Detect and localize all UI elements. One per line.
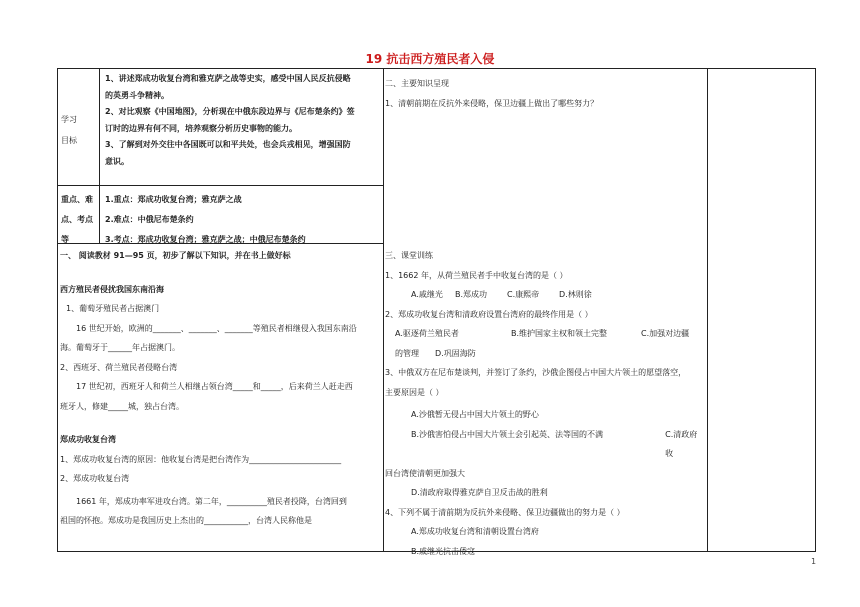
table-border-top (57, 68, 816, 69)
center-column-divider (383, 68, 384, 552)
reading-section: 一、 阅读教材 91—95 页，初步了解以下知识，并在书上做好标 西方殖民者侵扰我国东南沿海 1、葡萄牙殖民者占据澳门 16 世纪开始，欧洲的_______、_______、_______等殖民者相继侵入我国东南沿 海。葡萄牙于______年占据澳门。 2、西班牙、荷兰殖民者侵略台湾 17 世纪初，西班牙人和荷兰人相继占领台湾_____和_____，后来荷兰人赶走西 班牙人，修建_____城，独占台湾。 郑成功收复台湾 1、郑成功收复台湾的原因：他收复台湾是把台湾作为_______________________ 2、郑成功收复台湾 1661 年，郑成功率军进攻台湾。第二年，__________殖民者投降，台湾回到 祖国的怀抱。郑成功是我国历史上杰出的___________，台湾人民称他是 (60, 246, 382, 531)
worksheet-table (57, 68, 816, 556)
key-points-list: 1.重点：郑成功收复台湾；雅克萨之战 2.难点：中俄尼布楚条约 3.考点：郑成功收复台湾；雅克萨之战；中俄尼布楚条约 (105, 195, 306, 244)
label-column-divider (99, 68, 100, 243)
key-points-label: 重点、难 点、考点 等 (61, 195, 93, 244)
page-number: 1 (811, 557, 817, 566)
row-divider-1 (57, 185, 383, 186)
goals-label: 学习 目标 (61, 115, 77, 146)
q1-options: A.戚继光 B.郑成功 C.康熙帝 D.林则徐 (411, 290, 592, 299)
table-border-right (815, 68, 816, 552)
notes-column-divider (707, 68, 708, 552)
exercise-section: 三、课堂训练 1、1662 年，从荷兰殖民者手中收复台湾的是（ ） A.戚继光 B.郑成功 C.康熙帝 D.林则徐 2、郑成功收复台湾和清政府设置台湾府的最终作用是（ ） A.驱逐荷兰殖民者 B.维护国家主权和领土完整 C.加强对边疆 的管理 D.巩固海防 3、中俄双方在尼布楚谈判，并签订了条约，沙俄企图侵占中国大片领土的愿望落空， 主要原因是（ ） A.沙俄暂无侵占中国大片领土的野心 B.沙俄害怕侵占中国大片领土会引起英、法等国的不满 C.清政府收 回台湾使清朝更加强大 D.清政府取得雅克萨自卫反击战的胜利 4、下列不属于清前期为反抗外来侵略、保卫边疆做出的努力是（ ） A.郑成功收复台湾和清朝设置台湾府 B.戚继光抗击倭寇 (385, 246, 705, 561)
section-heading: 二、主要知识呈现 (385, 79, 449, 88)
q2-options: A.驱逐荷兰殖民者 B.维护国家主权和领土完整 C.加强对边疆 (395, 329, 690, 338)
section-heading: 郑成功收复台湾 (60, 435, 116, 444)
learning-goals: 1、讲述郑成功收复台湾和雅克萨之战等史实，感受中国人民反抗侵略 的英勇斗争精神。 2、对比观察《中国地图》，分析现在中俄东段边界与《尼布楚条约》签 订时的边界有何不同，培养观察分析历史事物的能力。 3、了解到对外交往中各国既可以和平共处，也会兵戎相见，增强国防 意识。 (105, 74, 355, 166)
document-title: 19 抗击西方殖民者入侵 (365, 52, 495, 66)
section-heading: 三、课堂训练 (385, 251, 433, 260)
table-border-left (57, 68, 58, 552)
knowledge-section: 二、主要知识呈现 1、清朝前期在反抗外来侵略，保卫边疆上做出了哪些努力？ (385, 74, 705, 114)
section-heading: 西方殖民者侵扰我国东南沿海 (60, 284, 164, 294)
